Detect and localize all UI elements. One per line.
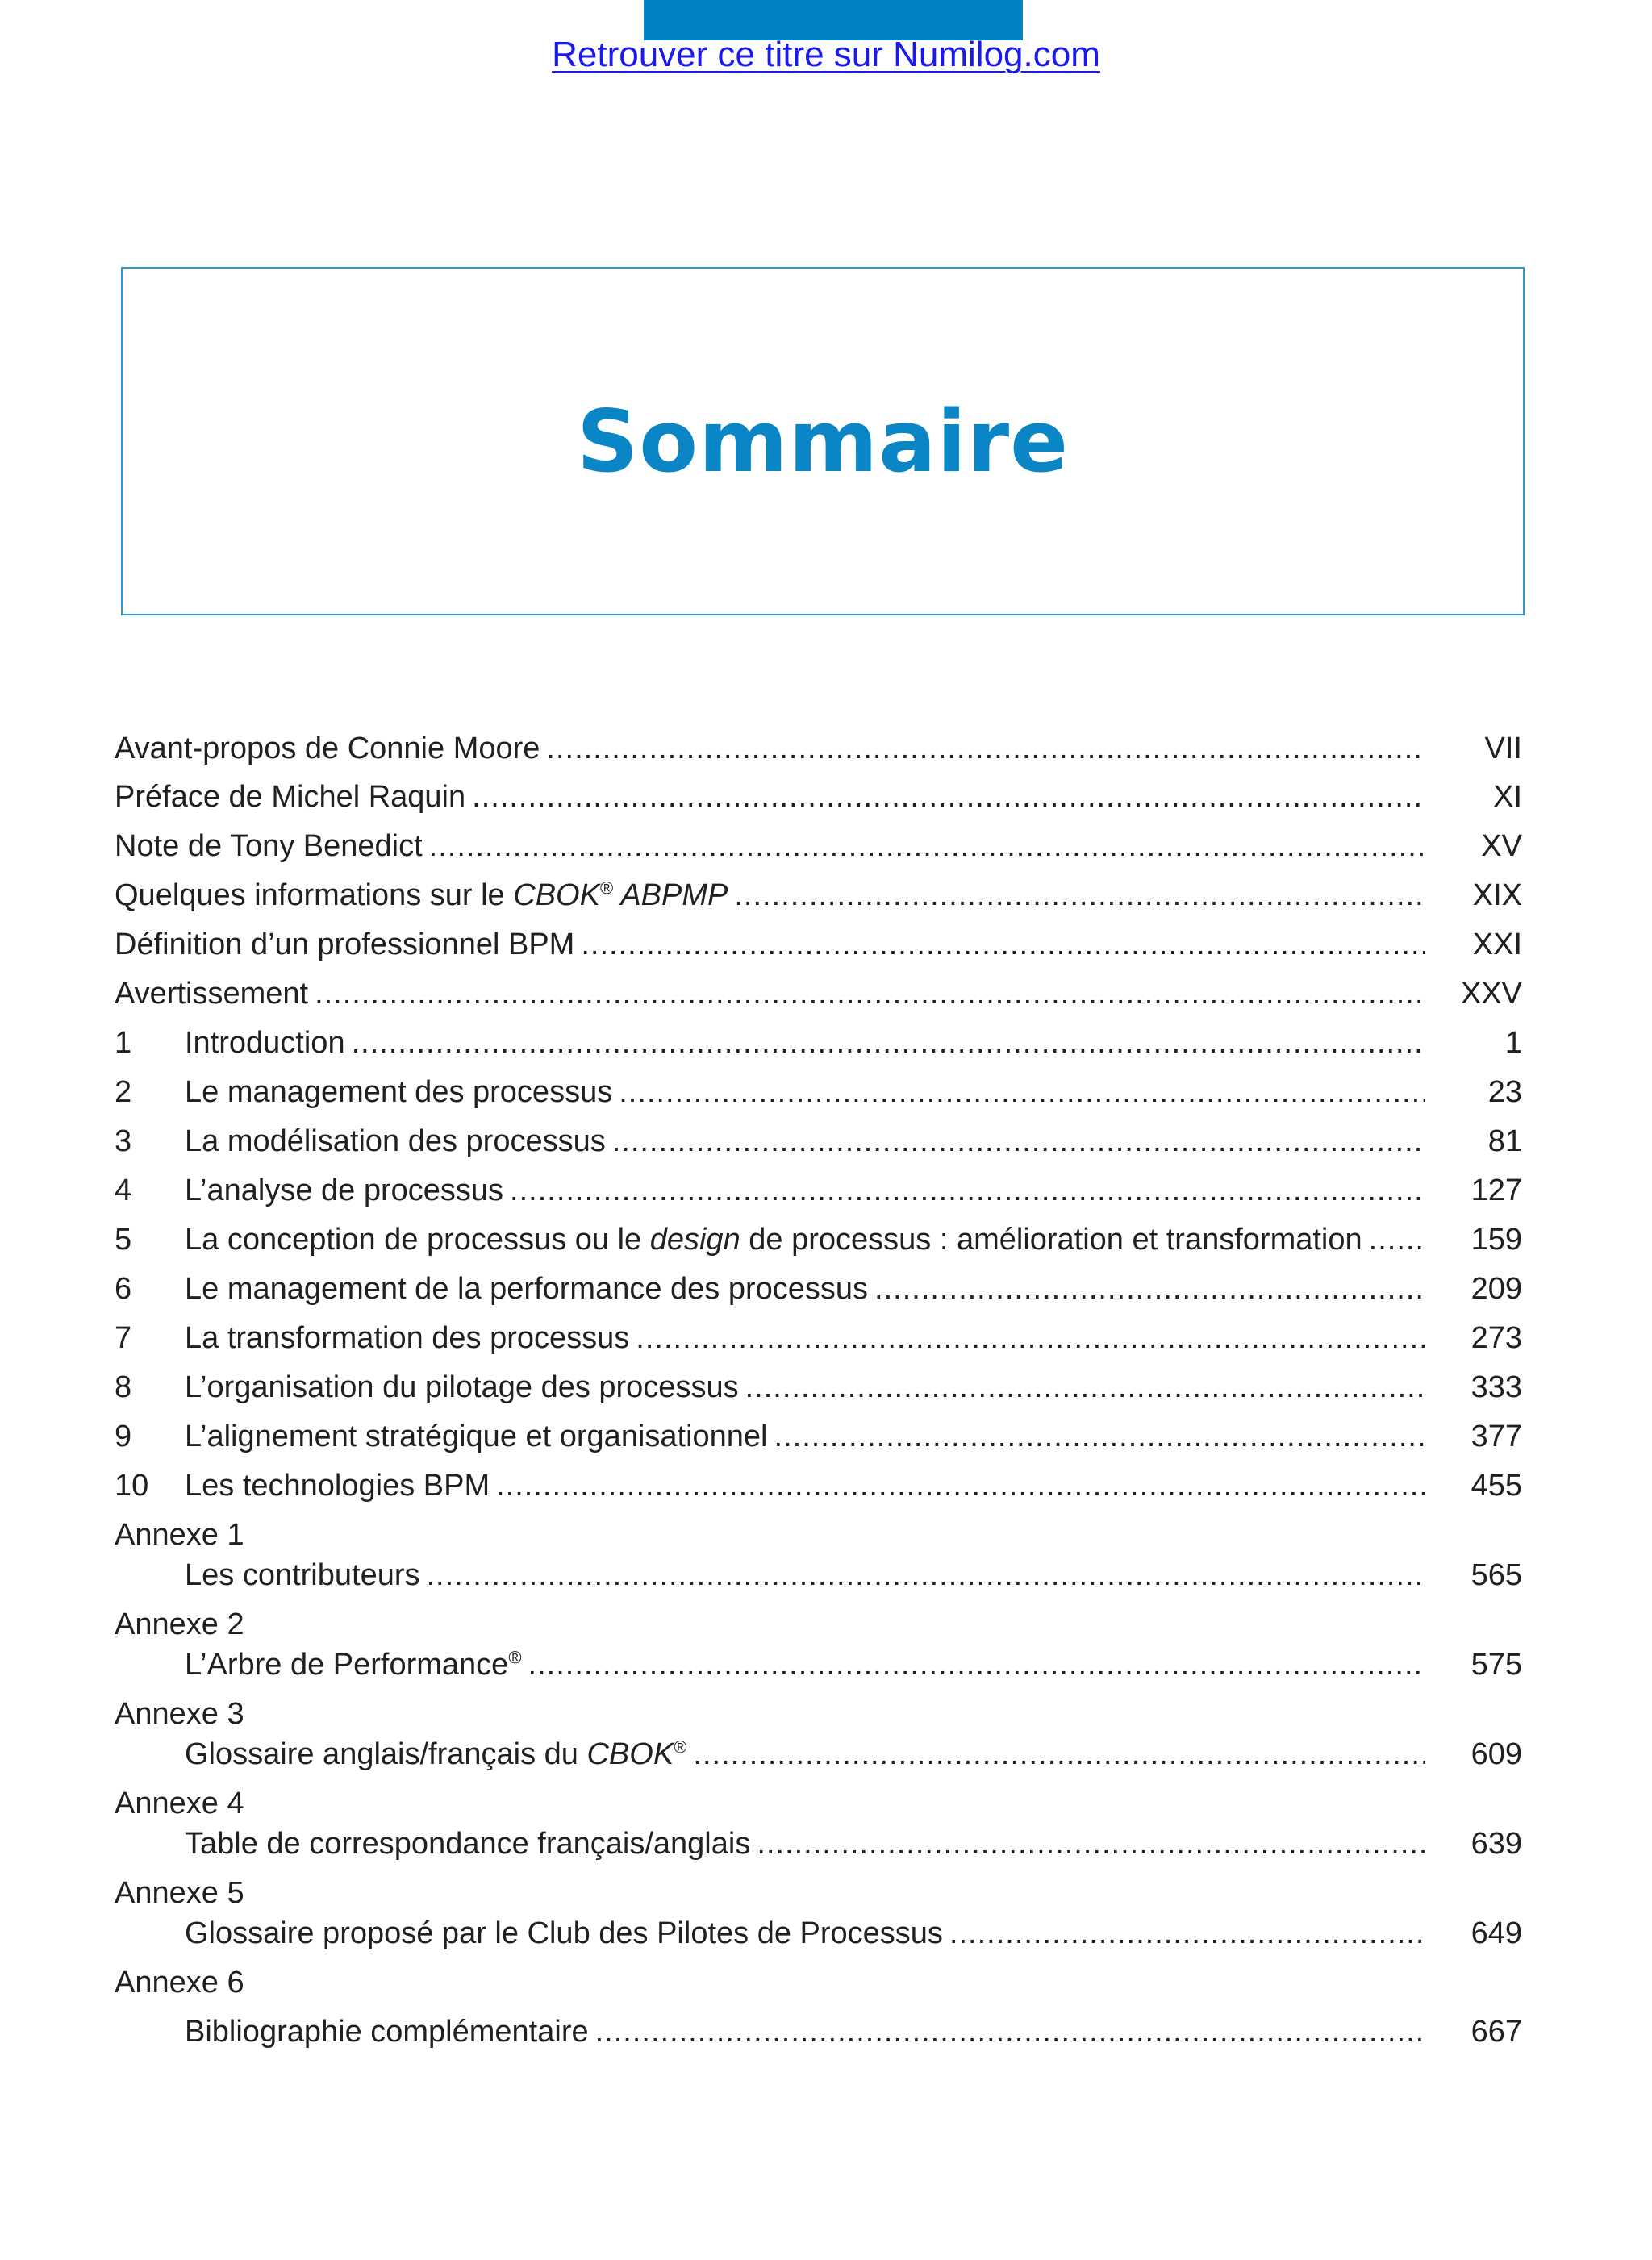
dot-leader — [528, 1642, 1425, 1687]
chapter-number: 9 — [115, 1420, 132, 1453]
registered-mark: ® — [599, 878, 614, 899]
toc-entry-chapter-1[interactable] — [115, 1020, 1522, 1065]
label-italic: ABPMP — [613, 878, 728, 912]
toc-entry-label: Le management de la performance des processus — [185, 1272, 869, 1306]
toc-entry-page: XV — [1481, 829, 1522, 863]
toc-entry-page: VII — [1484, 732, 1522, 765]
annex-heading: Annexe 5 — [115, 1876, 244, 1910]
label-italic: CBOK — [513, 878, 600, 912]
toc-entry-page: 649 — [1471, 1916, 1522, 1950]
toc-entry-annex-3[interactable] — [115, 1732, 1522, 1777]
chapter-number: 5 — [115, 1223, 132, 1257]
toc-entry-preface[interactable] — [115, 774, 1522, 819]
dot-leader — [874, 1266, 1425, 1311]
page-title: Sommaire — [576, 391, 1070, 491]
chapter-number: 2 — [115, 1075, 132, 1109]
toc-entry-label: Introduction — [185, 1026, 345, 1060]
toc-entry-chapter-3[interactable] — [115, 1119, 1522, 1164]
toc-entry-label: Note de Tony Benedict — [115, 829, 423, 863]
dot-leader — [429, 824, 1425, 869]
toc-entry-page: XXV — [1460, 977, 1522, 1011]
toc-entry-annex-2[interactable] — [115, 1642, 1522, 1687]
label-part: La conception de processus ou le — [185, 1223, 650, 1257]
toc-entry-page: XIX — [1472, 878, 1522, 912]
toc-entry-label: Préface de Michel Raquin — [115, 780, 466, 814]
label-part: Glossaire anglais/français du — [185, 1737, 587, 1771]
toc-entry-chapter-5[interactable] — [115, 1217, 1522, 1262]
annex-heading: Annexe 4 — [115, 1787, 244, 1820]
dot-leader — [734, 873, 1425, 918]
toc-entry-label — [185, 1732, 686, 1777]
dot-leader — [595, 2009, 1425, 2054]
dot-leader — [693, 1732, 1425, 1777]
toc-entry-page: 81 — [1487, 1124, 1522, 1158]
dot-leader — [636, 1316, 1425, 1361]
toc-entry-avertissement[interactable] — [115, 971, 1522, 1016]
dot-leader — [757, 1821, 1425, 1866]
label-italic: design — [649, 1223, 740, 1257]
toc-entry-label — [185, 1217, 1362, 1262]
annex-heading: Annexe 1 — [115, 1518, 244, 1552]
toc-entry-page: 575 — [1471, 1648, 1522, 1682]
toc-entry-label — [115, 873, 728, 918]
toc-entry-chapter-4[interactable] — [115, 1168, 1522, 1213]
label-part: L’Arbre de Performance — [185, 1648, 509, 1682]
dot-leader — [496, 1463, 1425, 1508]
dot-leader — [619, 1070, 1425, 1115]
toc-entry-page: 23 — [1487, 1075, 1522, 1109]
label-italic: CBOK — [586, 1737, 674, 1771]
registered-mark: ® — [674, 1737, 687, 1758]
dot-leader — [472, 774, 1425, 819]
chapter-number: 8 — [115, 1370, 132, 1404]
toc-entry-label: Bibliographie complémentaire — [185, 2015, 589, 2049]
label-part: Quelques informations sur le — [115, 878, 514, 912]
toc-entry-definition[interactable] — [115, 922, 1522, 967]
dot-leader — [774, 1414, 1425, 1459]
dot-leader — [745, 1365, 1425, 1410]
toc-entry-page: 127 — [1471, 1174, 1522, 1207]
toc-entry-label: La transformation des processus — [185, 1321, 630, 1355]
chapter-number: 1 — [115, 1026, 132, 1060]
dot-leader — [352, 1020, 1425, 1065]
toc-entry-annex-1[interactable] — [115, 1553, 1522, 1598]
toc-entry-label: Avertissement — [115, 977, 309, 1011]
toc-entry-label: Avant-propos de Connie Moore — [115, 732, 540, 765]
dot-leader — [581, 922, 1425, 967]
dot-leader — [315, 971, 1425, 1016]
toc-entry-annex-4[interactable] — [115, 1821, 1522, 1866]
toc-entry-label: Les contributeurs — [185, 1558, 420, 1592]
toc-entry-page: 333 — [1471, 1370, 1522, 1404]
dot-leader — [546, 726, 1425, 771]
toc-entry-page: 565 — [1471, 1558, 1522, 1592]
chapter-number: 7 — [115, 1321, 132, 1355]
toc-entry-label: L’organisation du pilotage des processus — [185, 1370, 739, 1404]
chapter-number: 10 — [115, 1469, 149, 1503]
table-of-contents — [115, 0, 1522, 2260]
toc-entry-label: L’alignement stratégique et organisationnel — [185, 1420, 768, 1453]
toc-entry-chapter-7[interactable] — [115, 1316, 1522, 1361]
toc-entry-chapter-8[interactable] — [115, 1365, 1522, 1410]
annex-heading: Annexe 3 — [115, 1697, 244, 1731]
dot-leader — [1369, 1217, 1425, 1262]
chapter-number: 3 — [115, 1124, 132, 1158]
toc-entry-label: Les technologies BPM — [185, 1469, 490, 1503]
toc-entry-page: 377 — [1471, 1420, 1522, 1453]
toc-entry-label: Définition d’un professionnel BPM — [115, 928, 575, 961]
numilog-link[interactable]: Retrouver ce titre sur Numilog.com — [552, 35, 1100, 74]
toc-entry-page: 159 — [1471, 1223, 1522, 1257]
toc-entry-annex-5[interactable] — [115, 1911, 1522, 1956]
toc-entry-chapter-6[interactable] — [115, 1266, 1522, 1311]
toc-entry-label: Glossaire proposé par le Club des Pilotes de Processus — [185, 1916, 943, 1950]
toc-entry-page: 667 — [1471, 2015, 1522, 2049]
toc-entry-page: 639 — [1471, 1827, 1522, 1861]
toc-entry-chapter-9[interactable] — [115, 1414, 1522, 1459]
annex-heading: Annexe 6 — [115, 1966, 244, 1999]
toc-entry-page: 1 — [1504, 1026, 1522, 1060]
toc-entry-note[interactable] — [115, 824, 1522, 869]
label-part: de processus : amélioration et transformation — [740, 1223, 1362, 1257]
registered-mark: ® — [508, 1647, 522, 1668]
toc-entry-label: L’analyse de processus — [185, 1174, 504, 1207]
toc-entry-page: 209 — [1471, 1272, 1522, 1306]
toc-entry-annex-6[interactable] — [115, 2009, 1522, 2054]
dot-leader — [510, 1168, 1425, 1213]
toc-entry-page: 455 — [1471, 1469, 1522, 1503]
toc-entry-page: 609 — [1471, 1737, 1522, 1771]
toc-entry-page: XXI — [1472, 928, 1522, 961]
annex-heading: Annexe 2 — [115, 1607, 244, 1641]
toc-entry-label: La modélisation des processus — [185, 1124, 606, 1158]
dot-leader — [427, 1553, 1426, 1598]
toc-entry-label: Table de correspondance français/anglais — [185, 1827, 751, 1861]
toc-entry-label: Le management des processus — [185, 1075, 613, 1109]
dot-leader — [612, 1119, 1425, 1164]
toc-entry-page: 273 — [1471, 1321, 1522, 1355]
toc-entry-page: XI — [1493, 780, 1522, 814]
chapter-number: 6 — [115, 1272, 132, 1306]
toc-entry-label — [185, 1642, 522, 1687]
toc-entry-cbok-info[interactable] — [115, 873, 1522, 918]
toc-entry-chapter-2[interactable] — [115, 1070, 1522, 1115]
toc-entry-chapter-10[interactable] — [115, 1463, 1522, 1508]
dot-leader — [949, 1911, 1425, 1956]
chapter-number: 4 — [115, 1174, 132, 1207]
toc-entry-avant-propos[interactable] — [115, 726, 1522, 771]
